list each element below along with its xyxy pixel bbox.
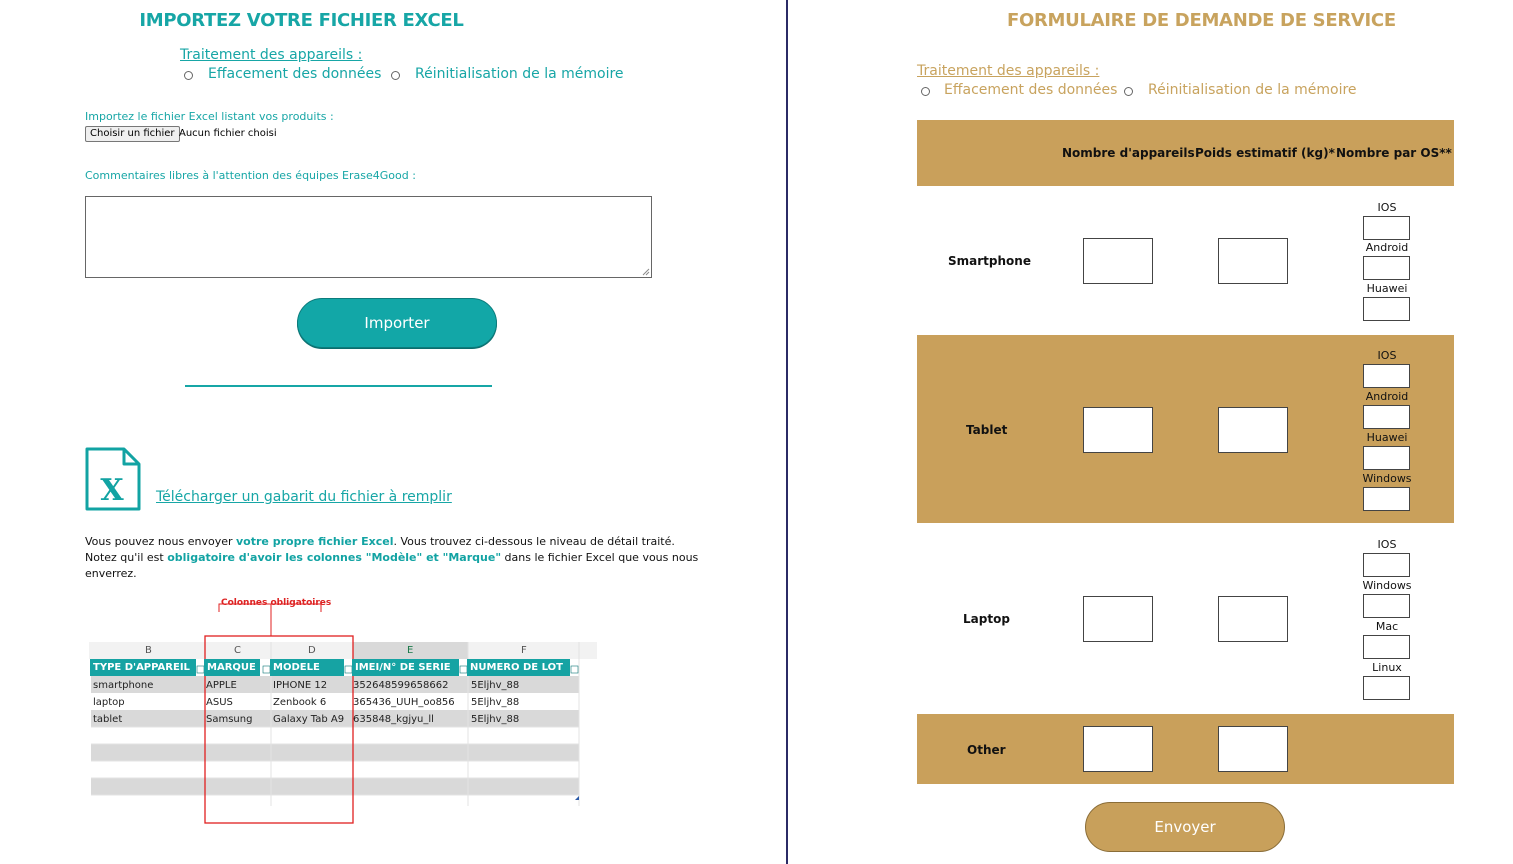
- smartphone-os-label-ios: IOS: [1377, 201, 1397, 214]
- laptop-mac-input[interactable]: [1363, 635, 1410, 659]
- import-button[interactable]: Importer: [297, 298, 497, 348]
- cell-r1-type: smartphone: [93, 680, 154, 691]
- cell-r2-imei: 365436_UUH_oo856: [353, 697, 455, 708]
- laptop-os-label-ios: IOS: [1377, 538, 1397, 551]
- tablet-ios-input[interactable]: [1363, 364, 1410, 388]
- send-button[interactable]: Envoyer: [1085, 802, 1285, 852]
- smartphone-os-label-huawei: Huawei: [1366, 282, 1408, 295]
- cell-r3-type: tablet: [93, 714, 123, 725]
- right-radio-reinitialisation[interactable]: [1124, 87, 1133, 96]
- section-separator: [185, 385, 492, 387]
- comment-label: Commentaires libres à l'attention des équipes Erase4Good :: [85, 169, 416, 182]
- header-numero-lot: NUMERO DE LOT: [467, 659, 570, 676]
- smartphone-weight-input[interactable]: [1218, 238, 1288, 284]
- cell-r1-modele: IPHONE 12: [273, 680, 328, 691]
- row-label-smartphone: Smartphone: [948, 254, 1031, 268]
- cell-r1-imei: 352648599658662: [353, 680, 449, 691]
- cell-r2-type: laptop: [93, 697, 125, 708]
- laptop-count-input[interactable]: [1083, 596, 1153, 642]
- resize-grip-icon[interactable]: [642, 268, 650, 276]
- info-bold-own-file: votre propre fichier Excel: [236, 535, 394, 548]
- tablet-windows-input[interactable]: [1363, 487, 1410, 511]
- right-radio-effacement[interactable]: [921, 87, 930, 96]
- header-marque: MARQUE: [204, 659, 260, 676]
- col-header-nombre-appareils: Nombre d'appareils: [1062, 146, 1195, 160]
- smartphone-android-input[interactable]: [1363, 256, 1410, 280]
- other-count-input[interactable]: [1083, 726, 1153, 772]
- file-status-text: Aucun fichier choisi: [179, 128, 277, 139]
- laptop-linux-input[interactable]: [1363, 676, 1410, 700]
- import-file-label: Importez le fichier Excel listant vos produits :: [85, 110, 334, 123]
- radio-effacement-label[interactable]: Effacement des données: [208, 66, 382, 82]
- radio-reinitialisation[interactable]: [391, 71, 400, 80]
- cell-r3-imei: 635848_kgjyu_ll: [353, 714, 434, 725]
- cell-r3-marque: Samsung: [206, 714, 253, 725]
- right-radio-effacement-label[interactable]: Effacement des données: [944, 82, 1118, 98]
- cell-r1-marque: APPLE: [206, 680, 237, 691]
- smartphone-count-input[interactable]: [1083, 238, 1153, 284]
- radio-effacement[interactable]: [184, 71, 193, 80]
- laptop-os-label-windows: Windows: [1362, 579, 1412, 592]
- info-paragraph: Vous pouvez nous envoyer votre propre fichier Excel. Vous trouvez ci-dessous le niveau de détail traité. Notez qu'il est obligatoire d'avoir les colonnes "Modèle" et "Marque" dans le fichier Excel que vous nous enverrez.: [85, 535, 699, 580]
- right-traitement-label: Traitement des appareils :: [917, 63, 1100, 79]
- tablet-weight-input[interactable]: [1218, 407, 1288, 453]
- smartphone-huawei-input[interactable]: [1363, 297, 1410, 321]
- cell-r2-lot: 5Eljhv_88: [471, 697, 520, 708]
- service-form-title: FORMULAIRE DE DEMANDE DE SERVICE: [1007, 10, 1396, 31]
- tablet-os-label-ios: IOS: [1377, 349, 1397, 362]
- row-label-other: Other: [967, 743, 1006, 757]
- right-radio-reinitialisation-label[interactable]: Réinitialisation de la mémoire: [1148, 82, 1357, 98]
- tablet-android-input[interactable]: [1363, 405, 1410, 429]
- col-letter-e: E: [407, 645, 414, 656]
- col-header-nombre-os: Nombre par OS**: [1336, 146, 1452, 160]
- import-title: IMPORTEZ VOTRE FICHIER EXCEL: [139, 10, 464, 31]
- row-label-tablet: Tablet: [966, 423, 1008, 437]
- traitement-label: Traitement des appareils :: [180, 47, 363, 63]
- col-header-poids: Poids estimatif (kg)*: [1195, 146, 1335, 160]
- row-label-laptop: Laptop: [963, 612, 1010, 626]
- laptop-os-label-mac: Mac: [1375, 620, 1399, 633]
- cell-r2-marque: ASUS: [206, 697, 233, 708]
- col-letter-f: F: [521, 645, 527, 656]
- col-letter-d: D: [308, 645, 316, 656]
- excel-file-icon[interactable]: [84, 446, 142, 512]
- smartphone-os-label-android: Android: [1365, 241, 1409, 254]
- smartphone-ios-input[interactable]: [1363, 216, 1410, 240]
- radio-reinitialisation-label[interactable]: Réinitialisation de la mémoire: [415, 66, 624, 82]
- laptop-weight-input[interactable]: [1218, 596, 1288, 642]
- download-template-link[interactable]: Télécharger un gabarit du fichier à remplir: [156, 489, 452, 505]
- excel-icon-letter: X: [100, 473, 124, 508]
- other-weight-input[interactable]: [1218, 726, 1288, 772]
- comment-textarea[interactable]: [85, 196, 652, 278]
- info-bold-mandatory: obligatoire d'avoir les colonnes "Modèle" et "Marque": [167, 551, 502, 564]
- cell-r3-modele: Galaxy Tab A9: [273, 714, 345, 725]
- tablet-huawei-input[interactable]: [1363, 446, 1410, 470]
- vertical-divider: [786, 0, 788, 864]
- header-modele: MODELE: [270, 659, 344, 676]
- tablet-os-label-android: Android: [1365, 390, 1409, 403]
- cell-r2-modele: Zenbook 6: [273, 697, 327, 708]
- choose-file-button[interactable]: Choisir un fichier: [85, 126, 180, 142]
- laptop-os-label-linux: Linux: [1372, 661, 1402, 674]
- laptop-ios-input[interactable]: [1363, 553, 1410, 577]
- laptop-windows-input[interactable]: [1363, 594, 1410, 618]
- tablet-os-label-windows: Windows: [1362, 472, 1412, 485]
- cell-r1-lot: 5Eljhv_88: [471, 680, 520, 691]
- mandatory-columns-annotation: Colonnes obligatoires: [221, 598, 332, 608]
- header-type-appareil: TYPE D'APPAREIL: [90, 659, 196, 676]
- col-letter-b: B: [145, 645, 152, 656]
- tablet-count-input[interactable]: [1083, 407, 1153, 453]
- cell-r3-lot: 5Eljhv_88: [471, 714, 520, 725]
- tablet-os-label-huawei: Huawei: [1366, 431, 1408, 444]
- header-imei: IMEI/N° DE SERIE: [352, 659, 459, 676]
- col-letter-c: C: [234, 645, 241, 656]
